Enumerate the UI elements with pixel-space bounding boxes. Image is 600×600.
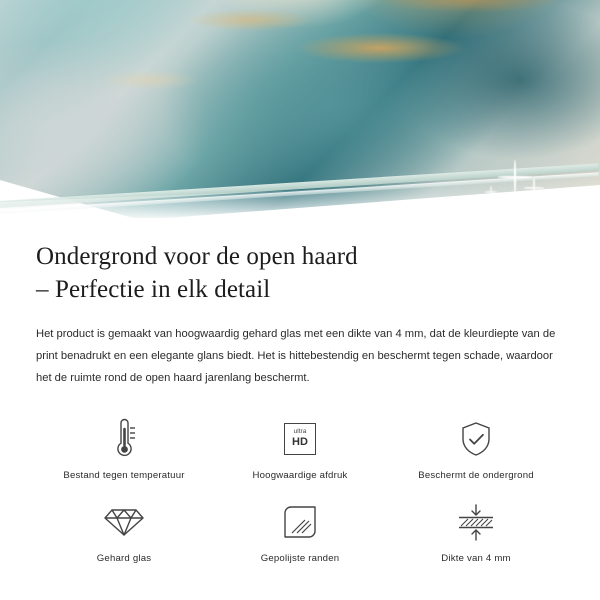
page-title-line-1: Ondergrond voor de open haard xyxy=(36,243,358,270)
ultra-hd-badge-bottom: HD xyxy=(292,435,308,448)
page-title xyxy=(36,240,564,306)
feature-label: Bestand tegen temperatuur xyxy=(63,469,185,481)
feature-label: Beschermt de ondergrond xyxy=(418,469,534,481)
product-description-text: Het product is gemaakt van hoogwaardig gehard glas met een dikte van 4 mm, dat de kleurdiepte van de print benadrukt en een elegante glans biedt. Het is hittebestendig en beschermt tegen schade, waardoor het de ruimte rond de open haard jarenlang beschermt. xyxy=(36,328,556,384)
feature-grid xyxy=(36,416,564,564)
ultra-hd-badge-top: ultra xyxy=(293,428,307,436)
hero-image xyxy=(0,0,600,218)
feature-polished-edges xyxy=(212,499,388,564)
feature-thickness-4mm xyxy=(388,499,564,564)
shield-check-icon xyxy=(458,416,494,462)
feature-tempered-glass xyxy=(36,499,212,564)
feature-temperature-resistant xyxy=(36,416,212,481)
feature-label: Hoogwaardige afdruk xyxy=(252,469,348,481)
feature-protects-surface xyxy=(388,416,564,481)
page-title-line-2: – Perfectie in elk detail xyxy=(36,276,271,303)
feature-label: Gepolijste randen xyxy=(260,552,340,564)
feature-high-quality-print xyxy=(212,416,388,481)
diamond-icon xyxy=(103,499,145,545)
content-area xyxy=(0,240,600,564)
thickness-4mm-icon xyxy=(455,499,497,545)
thermometer-icon xyxy=(104,416,144,462)
polished-edges-icon xyxy=(283,499,317,545)
ultra-hd-icon xyxy=(284,416,316,462)
feature-label: Gehard glas xyxy=(96,552,152,564)
feature-label: Dikte van 4 mm xyxy=(441,552,511,564)
